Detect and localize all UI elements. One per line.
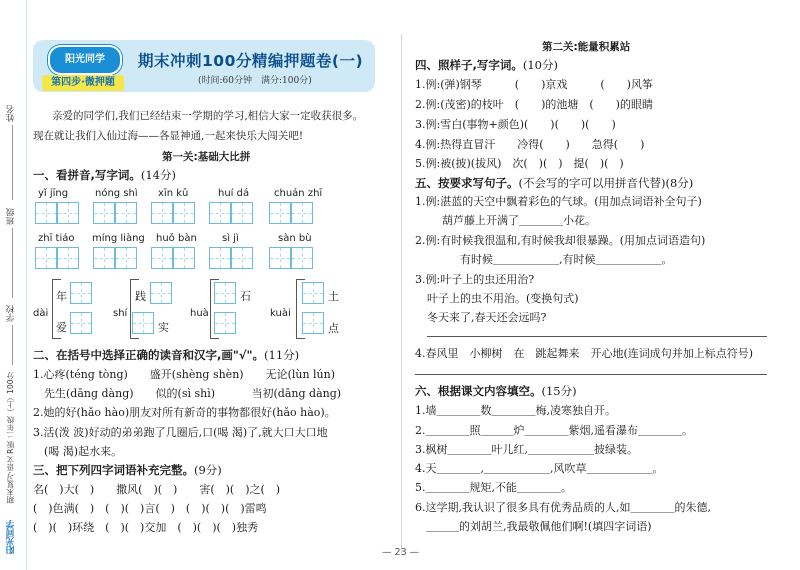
page-number: — 23 — bbox=[382, 547, 420, 558]
q3-line-1: 名( )大( ) 撒风( )( ) 害( )( )之( ) bbox=[33, 483, 281, 496]
q2-line-3: 2.她的好(hǎo hào)朋友对所有新奇的事物都很好(hǎo hào)。 bbox=[33, 406, 336, 419]
writing-cell[interactable] bbox=[291, 247, 313, 269]
writing-cell[interactable] bbox=[269, 247, 291, 269]
q3-title: 三、把下列四字词语补充完整。(9分) bbox=[33, 463, 222, 477]
char: 点 bbox=[328, 322, 339, 335]
q6-line-3: 3.枫树＿＿＿＿叶儿红,＿＿＿＿＿＿披绿装。 bbox=[415, 443, 638, 456]
q5-ex1: 1.例:湛蓝的天空中飘着彩色的气球。(用加点词语补全句子) bbox=[415, 195, 702, 208]
q1-pinyin-2: nóng shì bbox=[95, 188, 138, 199]
q2-title: 二、在括号中选择正确的读音和汉字,画"√"。(11分) bbox=[33, 348, 300, 362]
writing-cell[interactable] bbox=[151, 202, 173, 224]
writing-cell[interactable] bbox=[93, 247, 115, 269]
writing-cell[interactable] bbox=[57, 202, 79, 224]
q2-line-1: 1.心疼(téng tòng) 盛开(shèng shèn) 无论(lùn lún) bbox=[33, 368, 336, 381]
q1-pinyin-9: sì jì bbox=[222, 233, 239, 244]
writing-cell[interactable] bbox=[115, 247, 137, 269]
writing-cell[interactable] bbox=[173, 247, 195, 269]
writing-cell[interactable] bbox=[209, 202, 231, 224]
q1-pinyin-10: sàn bù bbox=[278, 233, 312, 244]
intro-line-1: 亲爱的同学们,我们已经结束一学期的学习,相信大家一定收获很多。 bbox=[52, 110, 364, 122]
q1-pinyin-hua: huà bbox=[190, 308, 209, 319]
brand-logo: 阳光同学 bbox=[48, 45, 122, 75]
class-line bbox=[12, 228, 13, 298]
writing-cell[interactable] bbox=[70, 282, 92, 304]
q5-ex3: 3.例:叶子上的虫还用治? bbox=[415, 273, 535, 286]
q1-pinyin-1: yǐ jīng bbox=[38, 188, 69, 199]
brand-vertical: 阳光同学 bbox=[6, 520, 16, 554]
writing-cell[interactable] bbox=[132, 312, 154, 334]
char: 践 bbox=[135, 290, 146, 303]
writing-cell[interactable] bbox=[302, 312, 324, 334]
class-label: 班级 bbox=[6, 208, 16, 225]
q6-line-2: 2.＿＿＿＿照＿＿＿炉＿＿＿＿紫烟,遥看瀑布＿＿＿＿。 bbox=[415, 424, 693, 437]
q5-ex3-c: 冬天来了,春天还会远吗? bbox=[427, 311, 547, 324]
q2-line-5: (喝 渴)起水来。 bbox=[33, 445, 123, 458]
q3-line-2: ( )色满( ) ( )( )言( ) ( )( )( )雷鸣 bbox=[33, 502, 267, 515]
char: 爱 bbox=[56, 321, 67, 334]
q4-line-5: 5.例:被(披)(拔风) 次( )( ) 提( )( ) bbox=[415, 157, 624, 170]
q4-line-4: 4.例:热得直冒汗 冷得( ) 急得( ) bbox=[415, 138, 645, 151]
writing-cell[interactable] bbox=[302, 282, 324, 304]
writing-cell[interactable] bbox=[291, 202, 313, 224]
q5-ex3-b: 叶子上的虫不用治。(变换句式) bbox=[427, 292, 579, 305]
q5-ex2: 2.例:有时候我很温和,有时候我却很暴躁。(用加点词语造句) bbox=[415, 234, 706, 247]
writing-cell[interactable] bbox=[269, 202, 291, 224]
q4-line-3: 3.例:雪白(事物+颜色)( )( )( ) bbox=[415, 118, 616, 131]
q4-line-2: 2.例:(茂密)的枝叶 ( )的池塘 ( )的眼睛 bbox=[415, 98, 653, 111]
column-divider bbox=[401, 34, 402, 554]
q5-ex1-blank: 葫芦藤上开满了＿＿＿＿小花。 bbox=[442, 214, 596, 227]
q4-title: 四、照样子,写字词。(10分) bbox=[415, 58, 558, 72]
q1-pinyin-6: zhī tiáo bbox=[38, 233, 75, 244]
q1-pinyin-4: huí dá bbox=[218, 188, 250, 199]
q5-title: 五、按要求写句子。(不会写的字可以用拼音代替)(8分) bbox=[415, 176, 694, 190]
char: 实 bbox=[158, 321, 169, 334]
writing-cell[interactable] bbox=[209, 247, 231, 269]
q6-line-4: 4.天＿＿＿＿,＿＿＿＿＿＿,风吹草＿＿＿＿＿＿。 bbox=[415, 462, 664, 475]
writing-cell[interactable] bbox=[173, 202, 195, 224]
q6-title: 六、根据课文内容填空。(15分) bbox=[415, 384, 577, 398]
writing-cell[interactable] bbox=[151, 247, 173, 269]
writing-cell[interactable] bbox=[214, 312, 236, 334]
writing-cell[interactable] bbox=[57, 247, 79, 269]
binding-strip bbox=[0, 0, 27, 570]
q1-pinyin-8: huǒ bàn bbox=[156, 233, 197, 244]
q1-pinyin-dai: dài bbox=[33, 308, 49, 319]
page-subtitle: (时间:60分钟 满分:100分) bbox=[198, 76, 312, 86]
writing-cell[interactable] bbox=[35, 247, 57, 269]
name-label: 姓名 bbox=[6, 105, 16, 122]
q1-pinyin-kuai: kuài bbox=[270, 308, 291, 319]
q6-line-7: ＿＿＿的刘胡兰,我最敬佩他们啊!(填四字词语) bbox=[415, 520, 652, 533]
writing-cell[interactable] bbox=[115, 202, 137, 224]
q6-line-1: 1.墙＿＿＿＿数＿＿＿＿梅,凌寒独自开。 bbox=[415, 404, 616, 417]
char: 年 bbox=[56, 290, 67, 303]
q1-pinyin-shi: shí bbox=[113, 308, 128, 319]
q5-ex4: 4.春风里 小柳树 在 跳起舞来 开心地(连词成句并加上标点符号) bbox=[415, 347, 754, 360]
writing-cell[interactable] bbox=[93, 202, 115, 224]
q6-line-6: 6.这学期,我认识了很多具有优秀品质的人,如＿＿＿＿的朱德, bbox=[415, 501, 711, 514]
char: 土 bbox=[328, 290, 339, 303]
q1-pinyin-5: chuán zhī bbox=[274, 188, 323, 199]
q6-line-5: 5.＿＿＿＿规矩,不能＿＿＿＿。 bbox=[415, 481, 572, 494]
writing-cell[interactable] bbox=[150, 282, 172, 304]
level1-title: 第一关:基础大比拼 bbox=[162, 151, 251, 163]
writing-cell[interactable] bbox=[231, 247, 253, 269]
name-line bbox=[12, 125, 13, 200]
q1-pinyin-7: míng liàng bbox=[92, 233, 145, 244]
writing-cell[interactable] bbox=[70, 312, 92, 334]
q4-line-1: 1.例:(弹)钢琴 ( )京戏 ( )风筝 bbox=[415, 78, 653, 91]
level2-title: 第二关:能量积累站 bbox=[542, 41, 631, 53]
q5-ex2-blank: 有时候＿＿＿＿＿＿,有时候＿＿＿＿＿＿。 bbox=[460, 253, 673, 266]
char: 石 bbox=[240, 290, 251, 303]
page-title: 期末冲刺100分精编押题卷(一) bbox=[138, 52, 364, 70]
q1-pinyin-3: xīn kǔ bbox=[158, 188, 189, 199]
writing-cell[interactable] bbox=[231, 202, 253, 224]
q2-line-4: 3.活(泼 波)好动的弟弟跑了几圈后,口(喝 渴)了,就大口大口地 bbox=[33, 426, 328, 439]
answer-line[interactable] bbox=[427, 336, 767, 337]
answer-line[interactable] bbox=[415, 374, 767, 375]
writing-cell[interactable] bbox=[35, 202, 57, 224]
intro-line-2: 现在就让我们入仙过海——各显神通,一起来快乐大闯关吧! bbox=[33, 130, 304, 142]
school-line bbox=[12, 325, 13, 365]
book-info: 期末复习·语文 R版 二年级（上）100分 bbox=[6, 372, 15, 504]
step-badge: 第四步·微押题 bbox=[42, 75, 124, 91]
q2-line-2: 先生(dāng dàng) 似的(sì shì) 当初(dāng dàng) bbox=[33, 387, 342, 400]
school-label: 学校 bbox=[6, 305, 16, 322]
writing-cell[interactable] bbox=[214, 282, 236, 304]
q1-title: 一、看拼音,写字词。(14分) bbox=[33, 168, 176, 182]
q3-line-3: ( )( )环绕 ( )( )交加 ( )( )( )独秀 bbox=[33, 521, 259, 534]
